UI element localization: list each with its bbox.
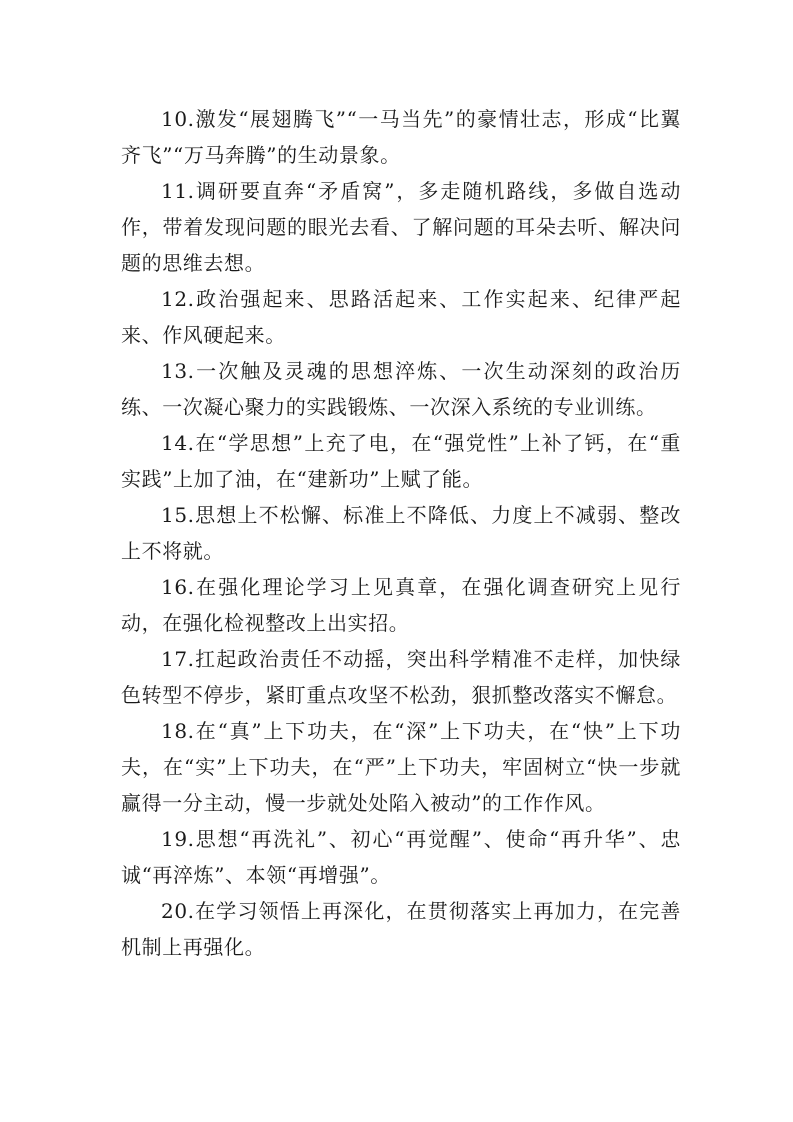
list-item: 14.在“学思想”上充了电，在“强党性”上补了钙，在“重实践”上加了油，在“建新功”上赋了能。 bbox=[121, 431, 681, 491]
list-item: 19.思想“再洗礼”、初心“再觉醒”、使命“再升华”、忠诚“再淬炼”、本领“再增强”。 bbox=[121, 827, 681, 887]
list-item: 12.政治强起来、思路活起来、工作实起来、纪律严起来、作风硬起来。 bbox=[121, 287, 681, 347]
list-item: 10.激发“展翅腾飞”“一马当先”的豪情壮志，形成“比翼齐飞”“万马奔腾”的生动景象。 bbox=[121, 107, 681, 167]
list-item: 20.在学习领悟上再深化，在贯彻落实上再加力，在完善机制上再强化。 bbox=[121, 899, 681, 959]
list-item: 13.一次触及灵魂的思想淬炼、一次生动深刻的政治历练、一次凝心聚力的实践锻炼、一次深入系统的专业训练。 bbox=[121, 359, 681, 419]
list-item: 11.调研要直奔“矛盾窝”，多走随机路线，多做自选动作，带着发现问题的眼光去看、了解问题的耳朵去听、解决问题的思维去想。 bbox=[121, 179, 681, 275]
list-item: 18.在“真”上下功夫，在“深”上下功夫，在“快”上下功夫，在“实”上下功夫，在“严”上下功夫，牢固树立“快一步就赢得一分主动，慢一步就处处陷入被动”的工作作风。 bbox=[121, 719, 681, 815]
list-item: 15.思想上不松懈、标准上不降低、力度上不减弱、整改上不将就。 bbox=[121, 503, 681, 563]
list-item: 17.扛起政治责任不动摇，突出科学精准不走样，加快绿色转型不停步，紧盯重点攻坚不松劲，狠抓整改落实不懈怠。 bbox=[121, 647, 681, 707]
document-body bbox=[121, 101, 681, 965]
list-item: 16.在强化理论学习上见真章，在强化调查研究上见行动，在强化检视整改上出实招。 bbox=[121, 575, 681, 635]
